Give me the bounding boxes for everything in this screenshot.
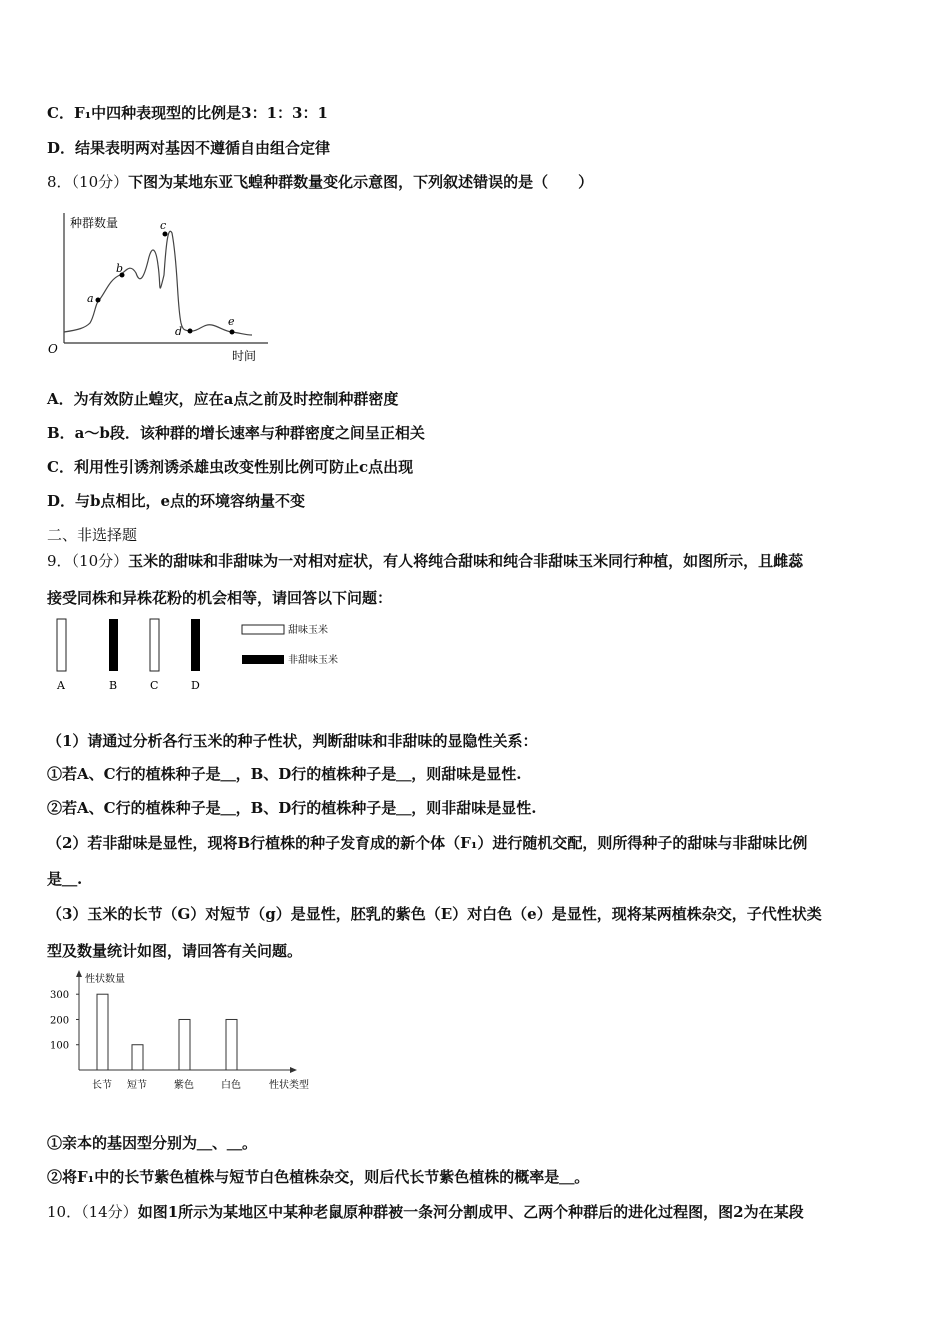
q10-score: （14分） [81, 1203, 138, 1221]
q9-part2-line2: 是＿. [47, 870, 83, 888]
chart-ylabel: 性状数量 [85, 974, 125, 985]
corn-rows-figure [50, 614, 370, 696]
q8-stem [47, 171, 593, 192]
prev-option-c: C．F₁中四种表现型的比例是3：1：3：1 [47, 104, 328, 122]
q9-text: 玉米的甜味和非甜味为一对相对症状，有人将纯合甜味和纯合非甜味玉米同行种植，如图所示，且雌蕊 [128, 552, 804, 570]
y-tick-label-300: 300 [50, 990, 70, 1002]
legend-nonsweet-label: 非甜味玉米 [288, 655, 338, 666]
graph-xlabel: 时间 [232, 349, 257, 363]
row-label-b: B [109, 679, 118, 692]
point-a-label: a [87, 292, 94, 305]
q9-part2-line1: （2）若非甜味是显性，现将B行植株的种子发育成的新个体（F₁）进行随机交配，则所得种子的甜味与非甜味比例 [47, 834, 808, 852]
trait-bar-chart [45, 968, 335, 1098]
bar-2 [132, 1045, 143, 1070]
q9-part3-line2: 型及数量统计如图，请回答有关问题。 [47, 942, 303, 960]
q8-option-b: B．a～b段．该种群的增长速率与种群密度之间呈正相关 [47, 424, 425, 442]
q10-number: 10． [47, 1203, 82, 1221]
q9-stem-line2: 接受同株和异株花粉的机会相等，请回答以下问题： [47, 589, 393, 607]
q9-number: 9． [47, 552, 72, 570]
point-a [96, 298, 101, 303]
q9-part3-b: ②将F₁中的长节紫色植株与短节白色植株杂交，则后代长节紫色植株的概率是＿。 [47, 1168, 590, 1186]
q9-part1-a: ①若A、C行的植株种子是＿，B、D行的植株种子是＿，则甜味是显性. [47, 765, 522, 783]
row-label-a: A [57, 679, 65, 692]
q9-part3-a: ①亲本的基因型分别为＿、＿。 [47, 1134, 258, 1152]
bar-1 [97, 994, 108, 1070]
category-label-3: 紫色 [174, 1080, 194, 1091]
q8-option-c: C．利用性引诱剂诱杀雄虫改变性别比例可防止c点出现 [47, 458, 414, 476]
bar-3 [179, 1019, 190, 1070]
point-b-label: b [116, 262, 124, 275]
point-c [163, 232, 168, 237]
q8-option-a: A．为有效防止蝗灾，应在a点之前及时控制种群密度 [47, 390, 399, 408]
q8-number: 8． [47, 173, 72, 191]
q10-stem [47, 1201, 804, 1222]
q9-score: （10分） [71, 552, 129, 570]
q8-text: 下图为某地东亚飞蝗种群数量变化示意图，下列叙述错误的是（ ） [128, 173, 594, 191]
section-heading: 二、非选择题 [47, 526, 138, 544]
y-tick-label-100: 100 [50, 1040, 70, 1052]
point-d [188, 329, 193, 334]
legend-sweet-label: 甜味玉米 [288, 625, 328, 636]
q8-score: （10分） [71, 173, 129, 191]
graph-origin: O [48, 342, 58, 356]
point-e [230, 330, 235, 335]
category-label-2: 短节 [127, 1080, 147, 1091]
chart-xlabel: 性状类型 [269, 1080, 309, 1091]
prev-option-d: D．结果表明两对基因不遵循自由组合定律 [47, 139, 331, 157]
row-b [109, 619, 118, 671]
q8-option-d: D．与b点相比，e点的环境容纳量不变 [47, 492, 306, 510]
row-c [150, 619, 159, 671]
category-label-1: 长节 [92, 1080, 112, 1091]
graph-ylabel: 种群数量 [70, 216, 119, 230]
point-d-label: d [175, 325, 183, 338]
q9-part1-b: ②若A、C行的植株种子是＿，B、D行的植株种子是＿，则非甜味是显性. [47, 799, 537, 817]
legend-nonsweet-swatch [242, 655, 284, 664]
population-curve [64, 231, 252, 335]
legend-sweet-swatch [242, 625, 284, 634]
point-e-label: e [228, 315, 235, 328]
q9-stem-line1 [47, 550, 803, 571]
category-label-4: 白色 [221, 1080, 241, 1091]
q9-part3-line1: （3）玉米的长节（G）对短节（g）是显性，胚乳的紫色（E）对白色（e）是显性，现将某两植株杂交，子代性状类 [47, 905, 822, 923]
q10-text: 如图1所示为某地区中某种老鼠原种群被一条河分割成甲、乙两个种群后的进化过程图，图2为在某段 [137, 1203, 804, 1221]
y-tick-label-200: 200 [50, 1015, 70, 1027]
row-d [191, 619, 200, 671]
row-label-c: C [150, 679, 159, 692]
population-graph [40, 205, 280, 365]
row-label-d: D [191, 679, 200, 692]
bar-4 [226, 1019, 237, 1070]
point-c-label: c [160, 219, 167, 232]
row-a [57, 619, 66, 671]
q9-part1: （1）请通过分析各行玉米的种子性状，判断甜味和非甜味的显隐性关系： [47, 732, 538, 750]
